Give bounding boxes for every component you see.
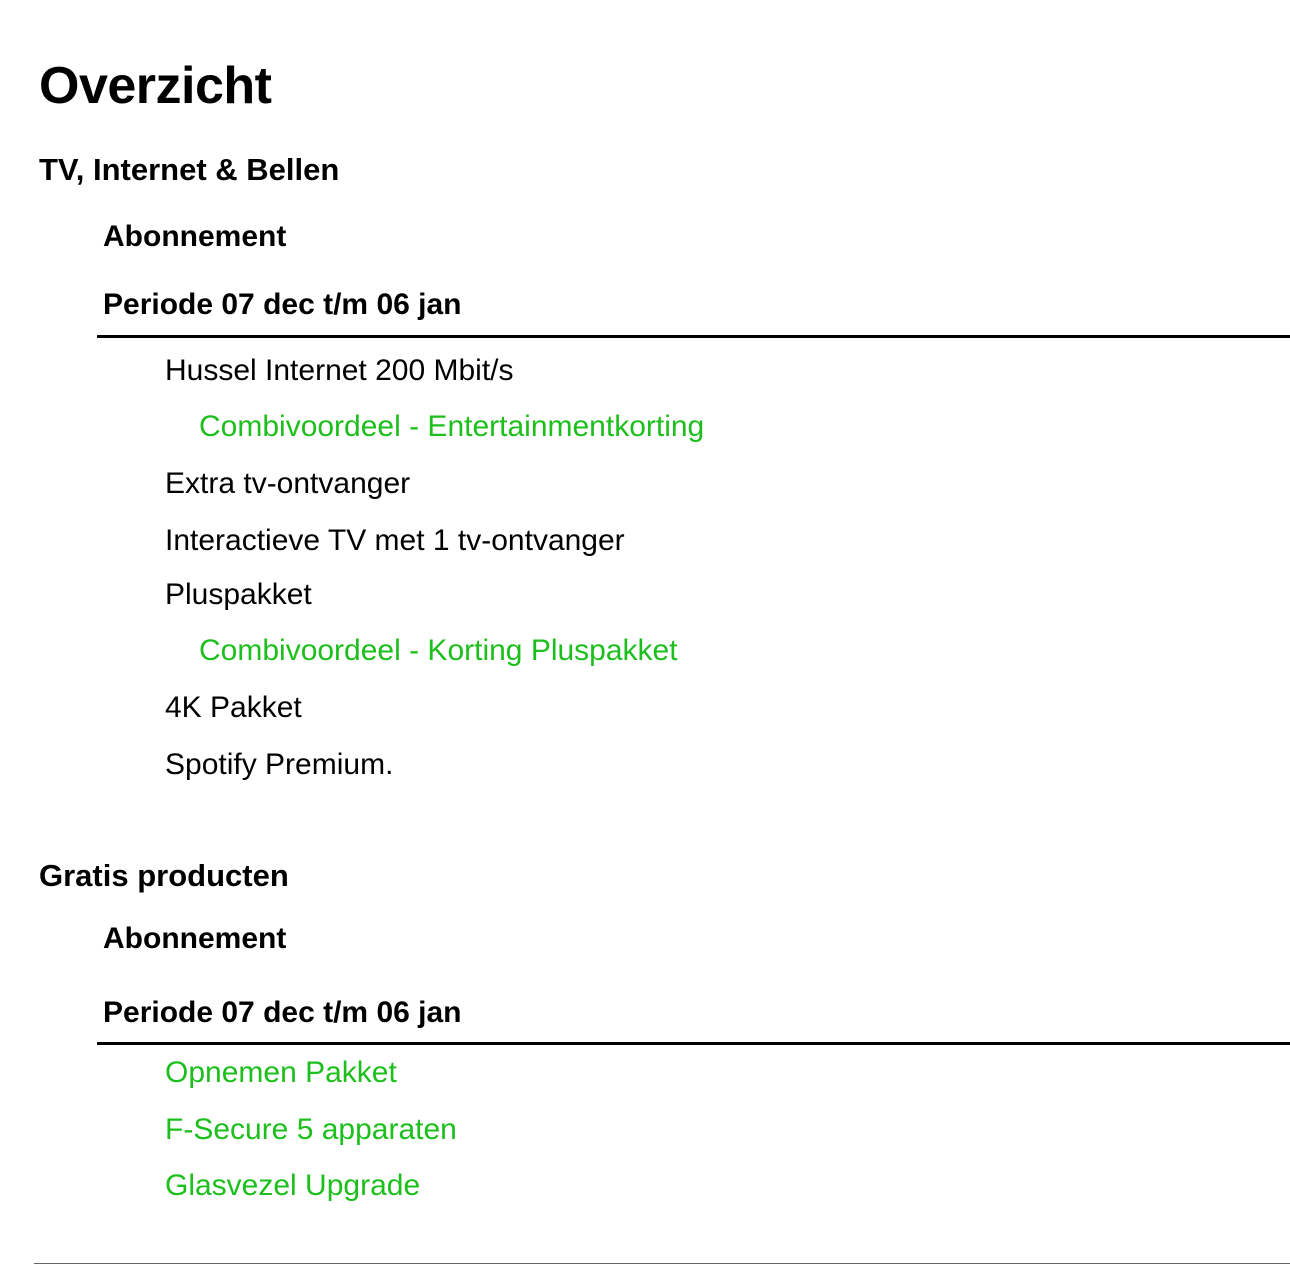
period-heading: Periode 07 dec t/m 06 jan <box>103 996 462 1029</box>
list-item-spotify: Spotify Premium. <box>165 748 394 781</box>
footer-divider <box>34 1263 1290 1264</box>
period-divider <box>97 335 1290 338</box>
list-item-glasvezel-upgrade: Glasvezel Upgrade <box>165 1169 421 1202</box>
section-title-tv-internet-bellen: TV, Internet & Bellen <box>39 152 340 187</box>
list-item-extra-receiver: Extra tv-ontvanger <box>165 467 411 500</box>
subscription-heading: Abonnement <box>103 220 287 253</box>
subscription-heading: Abonnement <box>103 922 287 955</box>
page-title: Overzicht <box>39 57 272 115</box>
list-item-f-secure: F-Secure 5 apparaten <box>165 1113 457 1146</box>
list-item-internet: Hussel Internet 200 Mbit/s <box>165 354 514 387</box>
section-title-free-products: Gratis producten <box>39 858 289 893</box>
list-item-discount-pluspakket: Combivoordeel - Korting Pluspakket <box>199 634 678 667</box>
list-item-interactive-tv: Interactieve TV met 1 tv-ontvanger <box>165 524 625 557</box>
list-item-pluspakket: Pluspakket <box>165 578 312 611</box>
list-item-opnemen-pakket: Opnemen Pakket <box>165 1056 397 1089</box>
period-heading: Periode 07 dec t/m 06 jan <box>103 288 462 321</box>
list-item-discount-entertainment: Combivoordeel - Entertainmentkorting <box>199 410 705 443</box>
period-divider <box>97 1042 1290 1045</box>
list-item-4k-pakket: 4K Pakket <box>165 691 302 724</box>
